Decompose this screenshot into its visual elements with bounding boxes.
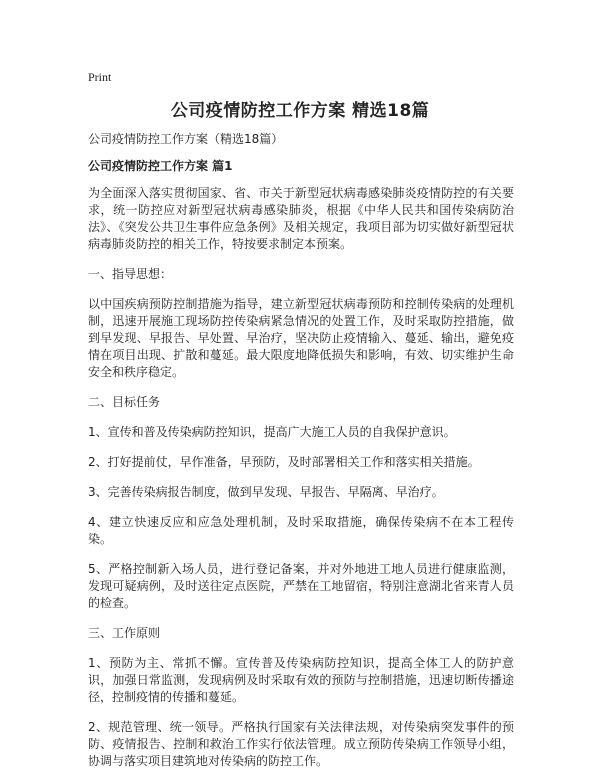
document-body (88, 131, 514, 783)
goal-item-4: 4、建立快速反应和应急处理机制，及时采取措施，确保传染病不在本工程传染。 (88, 515, 514, 546)
guiding-ideology-paragraph: 以中国疾病预防控制措施为指导，建立新型冠状病毒预防和控制传染病的处理机制，迅速开展施工现场防控传染病紧急情况的处置工作，及时采取防控措施，做到早发现、早报告、早处置、早治疗，坚决防止疫情输入、蔓延、输出，避免疫情在项目出现、扩散和蔓延。最大限度地降低损失和影响，有效、切实维护生命安全和秩序稳定。 (88, 297, 514, 379)
goal-item-1: 1、宣传和普及传染病防控知识，提高广大施工人员的自我保护意识。 (88, 425, 456, 439)
print-link[interactable]: Print (88, 70, 112, 84)
principle-item-2: 2、规范管理、统一领导。严格执行国家有关法律法规，对传染病突发事件的预防、疫情报告、控制和救治工作实行依法管理。成立预防传染病工作领导小组，协调与落实项目建筑地对传染病的防控工作。 (88, 720, 514, 768)
heading-work-principles: 三、工作原则 (88, 626, 161, 640)
page-title: 公司疫情防控工作方案 精选18篇 (170, 101, 430, 121)
goal-item-5: 5、严格控制新入场人员，进行登记备案，并对外地进工地人员进行健康监测，发现可疑病例，及时送往定点医院，严禁在工地留宿，特别注意湖北省来青人员的检查。 (88, 562, 514, 610)
section-heading: 公司疫情防控工作方案 篇1 (88, 159, 233, 173)
principle-item-1: 1、预防为主、常抓不懈。宣传普及传染病防控知识，提高全体工人的防护意识，加强日常监测，发现病例及时采取有效的预防与控制措施，迅速切断传播途径，控制疫情的传播和蔓延。 (88, 656, 514, 704)
heading-guiding-ideology: 一、指导思想： (88, 267, 173, 281)
goal-item-3: 3、完善传染病报告制度，做到早发现、早报告、早隔离、早治疗。 (88, 485, 444, 499)
document-subtitle: 公司疫情防控工作方案（精选18篇） (88, 132, 284, 146)
intro-paragraph: 为全面深入落实贯彻国家、省、市关于新型冠状病毒感染肺炎疫情防控的有关要求，统一防控应对新型冠状病毒感染肺炎，根据《中华人民共和国传染病防治法》、《突发公共卫生事件应急条例》及相关规定，我项目部为切实做好新型冠状病毒肺炎防控的相关工作，特按要求制定本预案。 (88, 186, 514, 251)
heading-goals-tasks: 二、目标任务 (88, 395, 161, 409)
goal-item-2: 2、打好提前仗，早作准备，早预防，及时部署相关工作和落实相关措施。 (88, 455, 480, 469)
